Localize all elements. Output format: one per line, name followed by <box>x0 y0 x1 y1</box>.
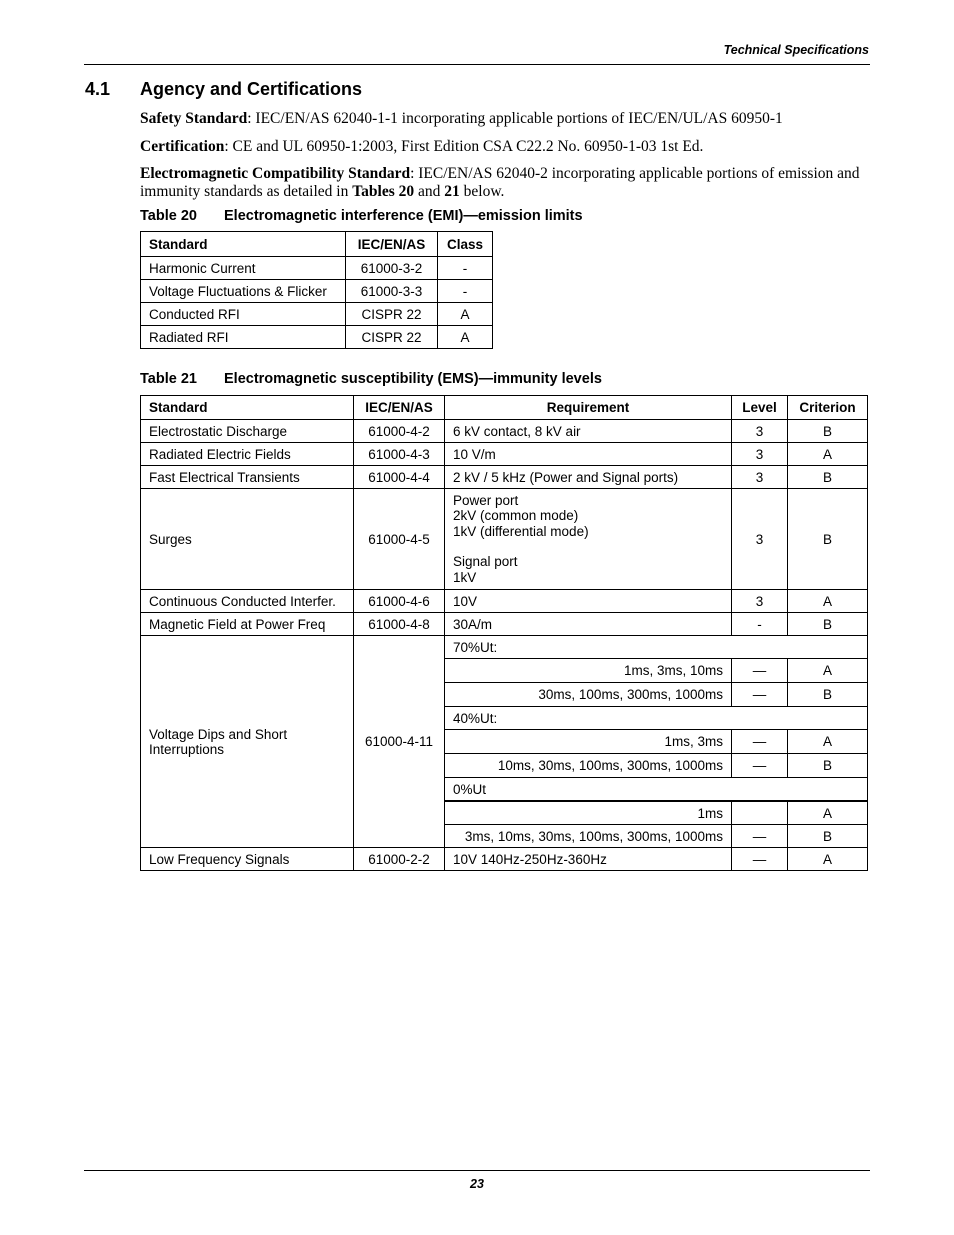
section-number: 4.1 <box>85 79 111 99</box>
table-cell: 10V <box>445 590 732 613</box>
group-label-cell: 70%Ut: <box>445 636 868 659</box>
running-header: Technical Specifications <box>723 43 869 57</box>
column-header: Requirement <box>445 396 732 420</box>
table-row <box>141 420 868 443</box>
table-row <box>141 613 868 636</box>
table-cell <box>445 489 732 590</box>
table-cell: Voltage Dips and Short Interruptions <box>141 636 354 848</box>
table-cell: Radiated RFI <box>141 326 346 349</box>
table-cell: — <box>732 754 788 778</box>
table-cell: A <box>788 801 868 825</box>
table-row <box>141 848 868 871</box>
table-row <box>141 636 868 659</box>
table-cell: Electrostatic Discharge <box>141 420 354 443</box>
emission-limits-table <box>140 231 493 349</box>
table-row <box>141 280 493 303</box>
table-row <box>141 257 493 280</box>
table-cell: 30ms, 100ms, 300ms, 1000ms <box>445 683 732 707</box>
table20-number: Table 20 <box>140 208 197 224</box>
table-row <box>141 443 868 466</box>
certification-text: : CE and UL 60950-1:2003, First Edition CSA C22.2 No. 60950-1-03 1st Ed. <box>224 138 704 155</box>
table-cell: 61000-4-3 <box>354 443 445 466</box>
table-cell: A <box>788 659 868 683</box>
certification-paragraph <box>140 138 872 156</box>
table-cell: CISPR 22 <box>346 303 438 326</box>
table-cell: - <box>438 257 493 280</box>
emc-label: Electromagnetic Compatibility Standard <box>140 165 411 182</box>
table-cell: — <box>732 825 788 848</box>
table-cell: 30A/m <box>445 613 732 636</box>
column-header: Criterion <box>788 396 868 420</box>
safety-standard-label: Safety Standard <box>140 110 248 127</box>
table-cell: Harmonic Current <box>141 257 346 280</box>
table-cell: 3 <box>732 590 788 613</box>
table-cell: 1ms, 3ms, 10ms <box>445 659 732 683</box>
table-cell: 61000-4-6 <box>354 590 445 613</box>
page-number: 23 <box>470 1177 484 1191</box>
table-cell: Fast Electrical Transients <box>141 466 354 489</box>
table-cell: — <box>732 848 788 871</box>
table-row <box>141 466 868 489</box>
table-cell: 61000-3-3 <box>346 280 438 303</box>
table-cell: Radiated Electric Fields <box>141 443 354 466</box>
column-header: Level <box>732 396 788 420</box>
table-cell <box>732 801 788 825</box>
table-row <box>141 489 868 590</box>
table-cell: 61000-3-2 <box>346 257 438 280</box>
table-cell: 61000-2-2 <box>354 848 445 871</box>
table-cell: Continuous Conducted Interfer. <box>141 590 354 613</box>
emc-tables-ref: Tables 20 <box>352 183 415 200</box>
footer-rule <box>84 1170 870 1171</box>
table-cell: 61000-4-4 <box>354 466 445 489</box>
table-cell: Low Frequency Signals <box>141 848 354 871</box>
requirement-line: 1kV (differential mode) <box>453 523 589 539</box>
table-cell: 3 <box>732 466 788 489</box>
table-cell: CISPR 22 <box>346 326 438 349</box>
table-cell: — <box>732 659 788 683</box>
table-row <box>141 590 868 613</box>
column-header: Standard <box>141 232 346 257</box>
table-cell: 6 kV contact, 8 kV air <box>445 420 732 443</box>
table-cell: Magnetic Field at Power Freq <box>141 613 354 636</box>
requirement-line: 2kV (common mode) <box>453 508 579 524</box>
table-cell: A <box>788 590 868 613</box>
table-cell: 1ms <box>445 801 732 825</box>
table-cell: B <box>788 489 868 590</box>
table-cell: A <box>788 730 868 754</box>
table-cell: B <box>788 825 868 848</box>
immunity-levels-table <box>140 395 868 871</box>
emc-table21-ref: 21 <box>444 183 460 200</box>
table-cell: 10 V/m <box>445 443 732 466</box>
table-cell: 10V 140Hz-250Hz-360Hz <box>445 848 732 871</box>
group-label-cell: 0%Ut <box>445 778 868 802</box>
header-rule <box>84 64 870 65</box>
table-cell: A <box>788 443 868 466</box>
section-heading <box>85 79 362 100</box>
table-cell: B <box>788 466 868 489</box>
requirement-line: Power port <box>453 492 519 508</box>
table-cell: 3 <box>732 420 788 443</box>
table20-title: Electromagnetic interference (EMI)—emission limits <box>224 208 583 224</box>
table-row <box>141 326 493 349</box>
table-cell: A <box>438 303 493 326</box>
emc-and: and <box>414 183 445 200</box>
table-header-row <box>141 396 868 420</box>
table-cell: 61000-4-8 <box>354 613 445 636</box>
column-header: IEC/EN/AS <box>346 232 438 257</box>
table-cell: B <box>788 754 868 778</box>
certification-label: Certification <box>140 138 225 155</box>
table-header-row <box>141 232 493 257</box>
table-cell: Conducted RFI <box>141 303 346 326</box>
table-cell: 3 <box>732 489 788 590</box>
requirement-line: 1kV <box>453 569 477 585</box>
table20-caption <box>140 208 583 224</box>
table-cell: - <box>438 280 493 303</box>
table21-title: Electromagnetic susceptibility (EMS)—immunity levels <box>224 371 602 387</box>
table-cell: — <box>732 730 788 754</box>
table-cell: B <box>788 420 868 443</box>
table21-caption <box>140 371 602 387</box>
requirement-spacer <box>453 539 723 554</box>
column-header: Standard <box>141 396 354 420</box>
table-cell: - <box>732 613 788 636</box>
table-cell: 3 <box>732 443 788 466</box>
table-cell: 61000-4-2 <box>354 420 445 443</box>
column-header: IEC/EN/AS <box>354 396 445 420</box>
section-title: Agency and Certifications <box>140 79 363 99</box>
emc-text: : IEC/EN/AS 62040-2 incorporating applicable portions of emission and immunity standards as detailed in <box>140 165 860 200</box>
table-cell: A <box>438 326 493 349</box>
table-cell: 61000-4-11 <box>354 636 445 848</box>
table-cell: A <box>788 848 868 871</box>
table21-number: Table 21 <box>140 371 197 387</box>
table-cell: 10ms, 30ms, 100ms, 300ms, 1000ms <box>445 754 732 778</box>
table-cell: 3ms, 10ms, 30ms, 100ms, 300ms, 1000ms <box>445 825 732 848</box>
group-label-cell: 40%Ut: <box>445 707 868 730</box>
table-row <box>141 303 493 326</box>
table-cell: B <box>788 613 868 636</box>
table-cell: 1ms, 3ms <box>445 730 732 754</box>
table-cell: — <box>732 683 788 707</box>
table-cell: B <box>788 683 868 707</box>
column-header: Class <box>438 232 493 257</box>
safety-standard-paragraph <box>140 110 872 128</box>
table-cell: Voltage Fluctuations & Flicker <box>141 280 346 303</box>
requirement-line: Signal port <box>453 554 518 570</box>
table-cell: 2 kV / 5 kHz (Power and Signal ports) <box>445 466 732 489</box>
table-cell: Surges <box>141 489 354 590</box>
table-cell: 61000-4-5 <box>354 489 445 590</box>
emc-end: below. <box>459 183 505 200</box>
safety-standard-text: : IEC/EN/AS 62040-1-1 incorporating applicable portions of IEC/EN/UL/AS 60950-1 <box>247 110 783 127</box>
emc-paragraph <box>140 165 872 201</box>
